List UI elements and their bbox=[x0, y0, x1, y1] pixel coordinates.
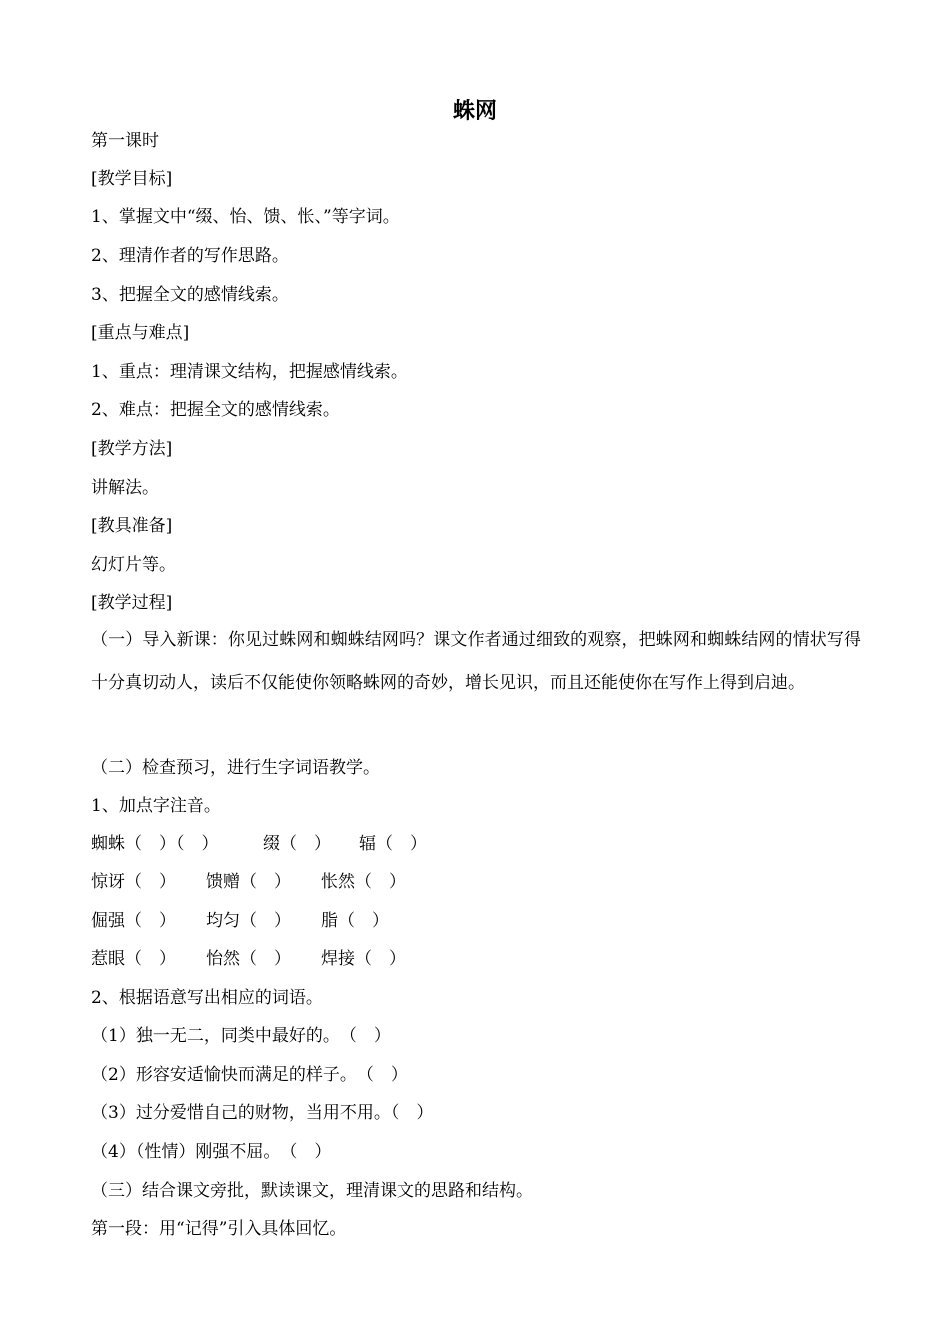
vocab-item-4: （4）（性情）刚强不屈。 （ ） bbox=[91, 1142, 332, 1162]
step-2-heading: （二）检查预习，进行生字词语教学。 bbox=[91, 758, 380, 778]
pinyin-item: 怅然（ ） bbox=[321, 872, 406, 892]
pinyin-task-heading: 1、加点字注音。 bbox=[91, 796, 221, 816]
vocab-item-1: （1）独一无二，同类中最好的。 （ ） bbox=[91, 1026, 391, 1046]
pinyin-item: 脂（ ） bbox=[321, 911, 389, 931]
section-heading-key-points: [重点与难点] bbox=[91, 323, 190, 343]
section-heading-method: [教学方法] bbox=[91, 439, 173, 459]
method-text: 讲解法。 bbox=[91, 478, 159, 498]
section-heading-process: [教学过程] bbox=[91, 593, 173, 613]
lesson-period: 第一课时 bbox=[91, 131, 159, 151]
pinyin-item: 焊接（ ） bbox=[321, 949, 406, 969]
pinyin-item: 均匀（ ） bbox=[206, 911, 291, 931]
key-point-2: 2、难点：把握全文的感情线索。 bbox=[91, 400, 340, 420]
key-point-1: 1、重点：理清课文结构，把握感情线索。 bbox=[91, 362, 408, 382]
section-heading-materials: [教具准备] bbox=[91, 516, 173, 536]
objective-2: 2、理清作者的写作思路。 bbox=[91, 246, 289, 266]
objective-1: 1、掌握文中“缀、怡、馈、怅、”等字词。 bbox=[91, 207, 400, 227]
vocab-task-heading: 2、根据语意写出相应的词语。 bbox=[91, 988, 323, 1008]
pinyin-item: 惹眼（ ） bbox=[91, 949, 176, 969]
objective-3: 3、把握全文的感情线索。 bbox=[91, 285, 289, 305]
materials-text: 幻灯片等。 bbox=[91, 555, 176, 575]
vocab-item-3: （3）过分爱惜自己的财物，当用不用。（ ） bbox=[91, 1103, 434, 1123]
section-heading-objectives: [教学目标] bbox=[91, 169, 173, 189]
pinyin-item: 馈赠（ ） bbox=[206, 872, 291, 892]
paragraph-1-summary: 第一段：用“记得”引入具体回忆。 bbox=[91, 1219, 347, 1239]
vocab-item-2: （2）形容安适愉快而满足的样子。 （ ） bbox=[91, 1065, 408, 1085]
pinyin-item: 倔强（ ） bbox=[91, 911, 176, 931]
pinyin-item: 蜘蛛（ ）（ ） bbox=[91, 834, 219, 854]
intro-paragraph: （一）导入新课：你见过蛛网和蜘蛛结网吗？课文作者通过细致的观察，把蛛网和蜘蛛结网的情状写得十分真切动人，读后不仅能使你领略蛛网的奇妙，增长见识，而且还能使你在写作上得到启迪。 bbox=[91, 630, 861, 693]
step-3-heading: （三）结合课文旁批，默读课文，理清课文的思路和结构。 bbox=[91, 1181, 533, 1201]
pinyin-item: 辐（ ） bbox=[359, 834, 427, 854]
pinyin-item: 惊讶（ ） bbox=[91, 872, 176, 892]
document-title: 蛛网 bbox=[452, 99, 497, 124]
pinyin-item: 缀（ ） bbox=[263, 834, 331, 854]
pinyin-item: 怡然（ ） bbox=[206, 949, 291, 969]
